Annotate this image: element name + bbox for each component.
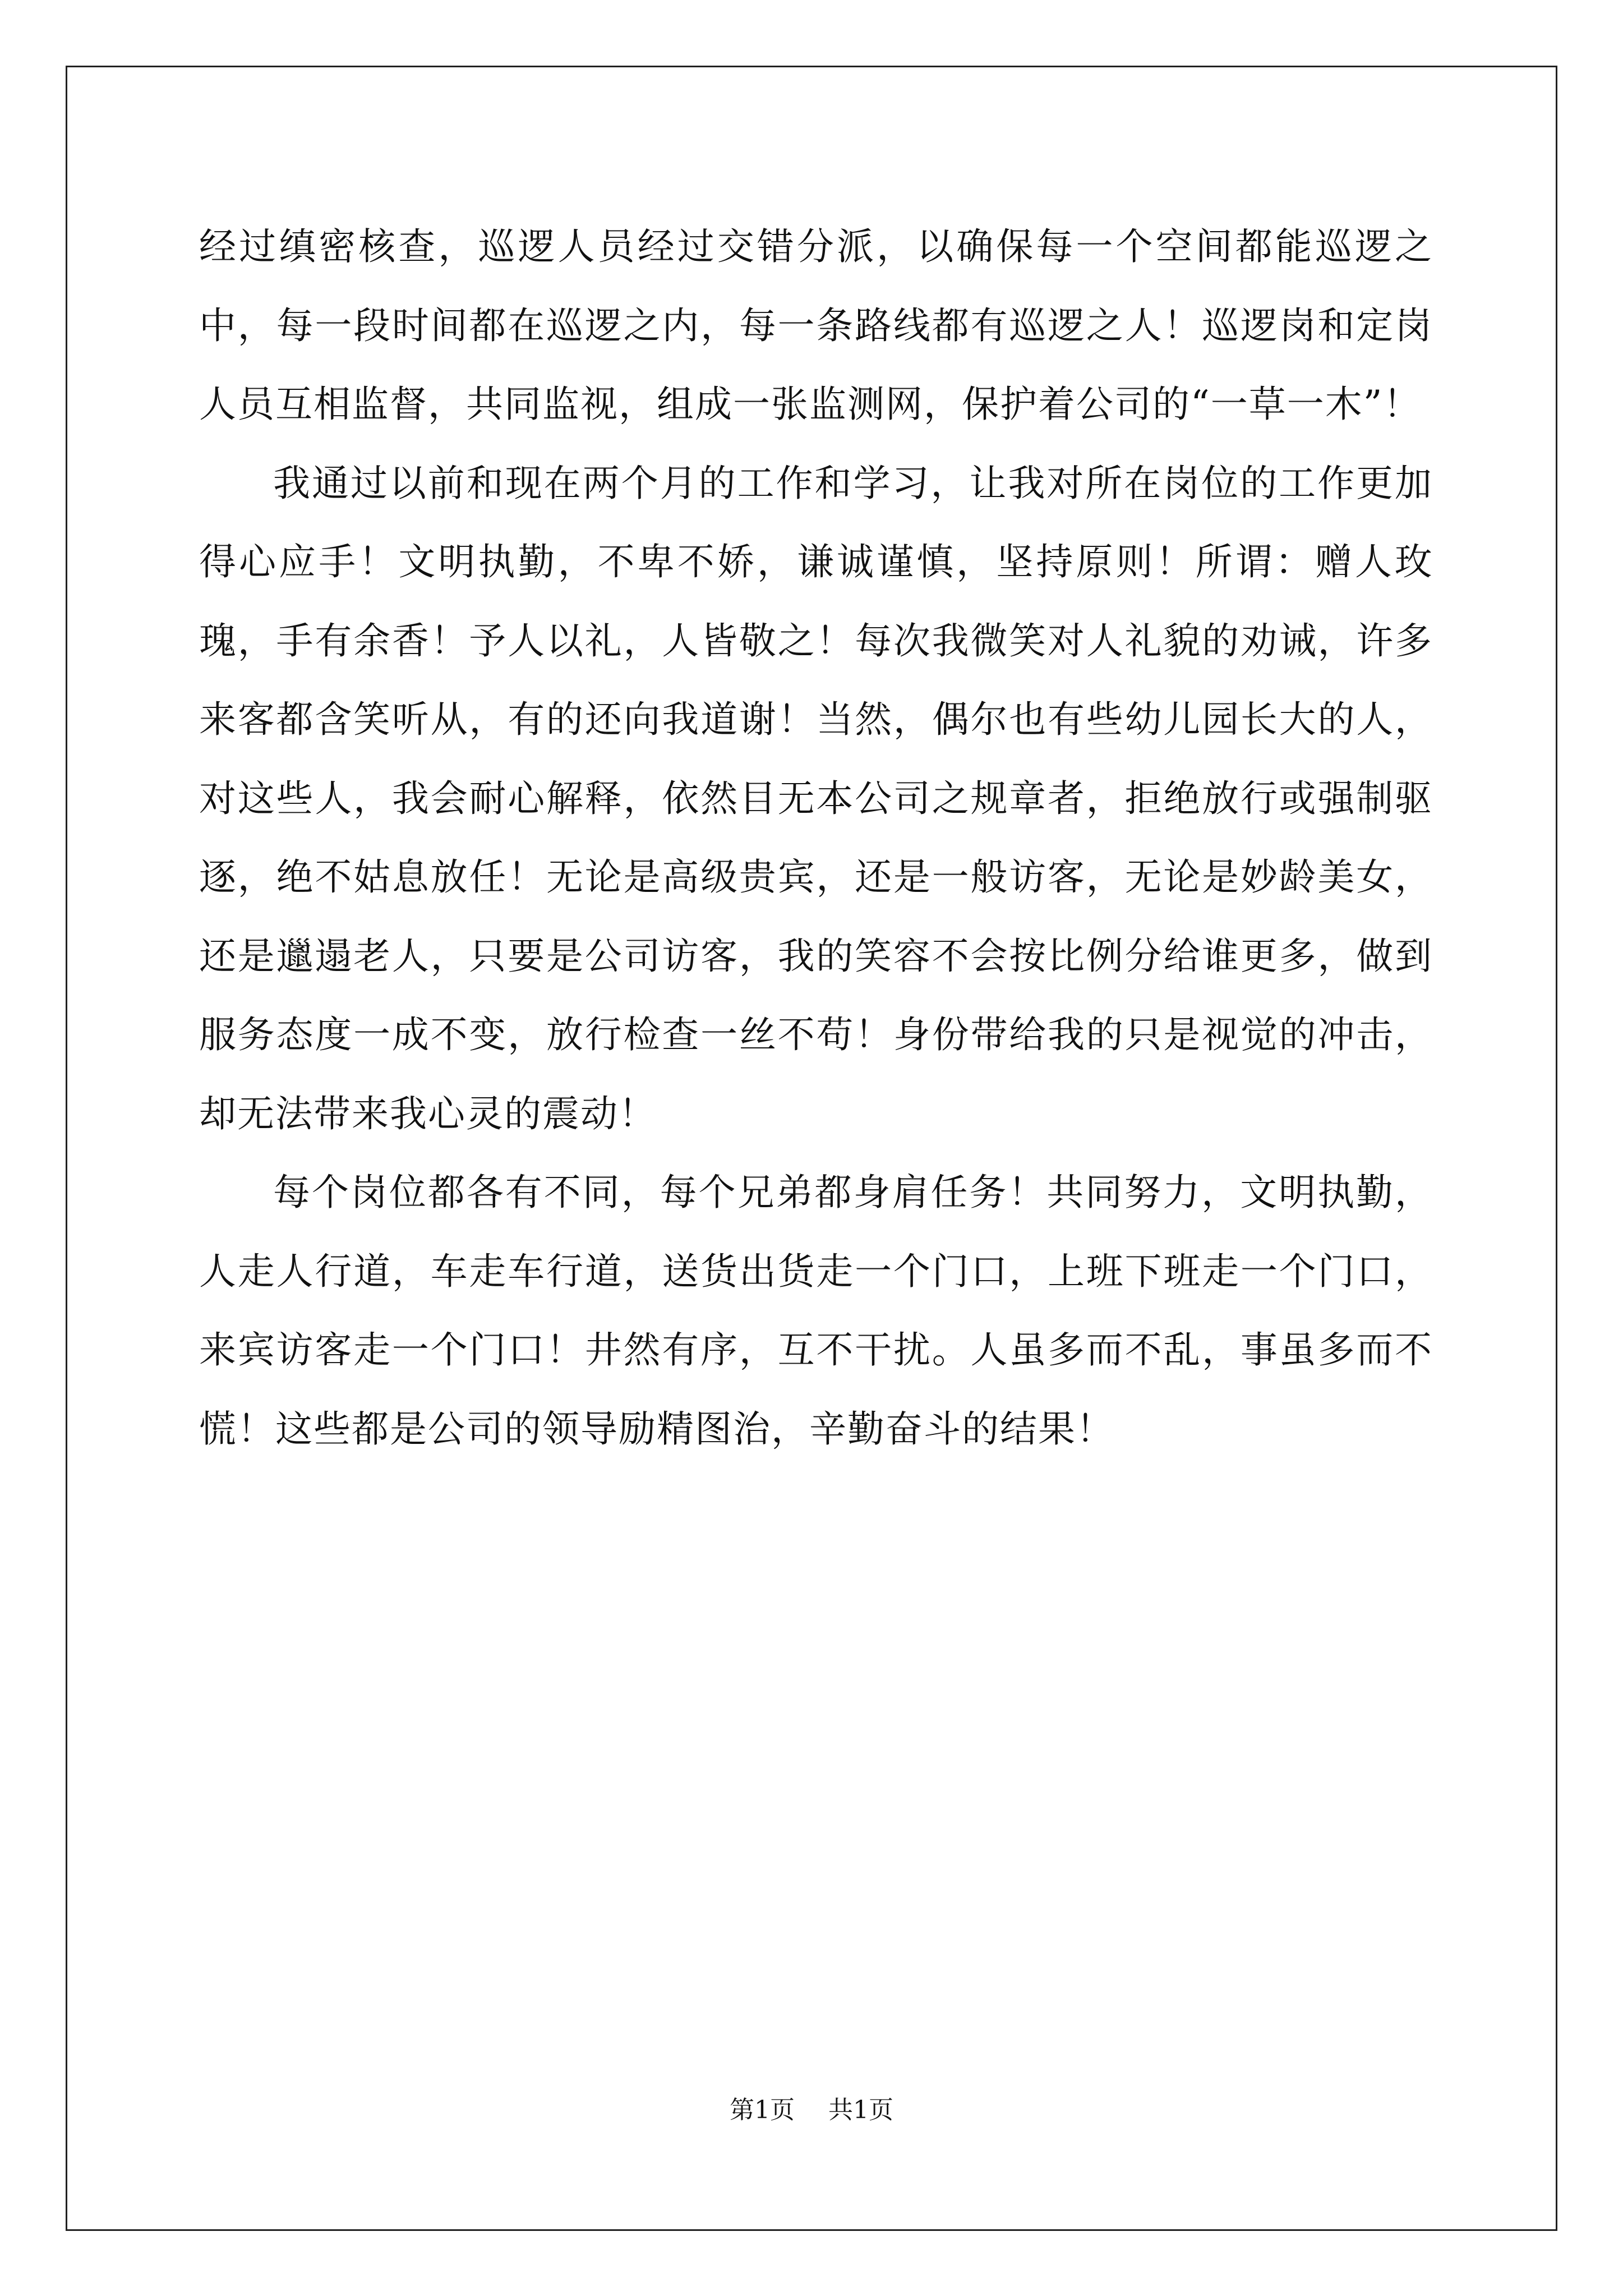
page-footer bbox=[0, 2093, 1623, 2127]
page-number-total: 共1页 bbox=[828, 2096, 893, 2124]
paragraph-3: 每个岗位都各有不同，每个兄弟都身肩任务！共同努力，文明执勤，人走人行道，车走车行道，送货出货走一个门口，上班下班走一个门口，来宾访客走一个门口！井然有序，互不干扰。人虽多而不乱，事虽多而不慌！这些都是公司的领导励精图治，辛勤奋斗的结果！ bbox=[199, 1171, 1433, 1451]
document-body bbox=[199, 208, 1433, 1469]
paragraph-1: 经过缜密核查，巡逻人员经过交错分派，以确保每一个空间都能巡逻之中，每一段时间都在巡逻之内，每一条路线都有巡逻之人！巡逻岗和定岗人员互相监督，共同监视，组成一张监测网，保护着公司的“一草一木”！ bbox=[199, 225, 1433, 426]
page-number-current: 第1页 bbox=[730, 2096, 795, 2124]
paragraph-2: 我通过以前和现在两个月的工作和学习，让我对所在岗位的工作更加得心应手！文明执勤，不卑不娇，谦诚谨慎，坚持原则！所谓：赠人玫瑰，手有余香！予人以礼，人皆敬之！每次我微笑对人礼貌的劝诫，许多来客都含笑听从，有的还向我道谢！当然，偶尔也有些幼儿园长大的人，对这些人，我会耐心解释，依然目无本公司之规章者，拒绝放行或强制驱逐，绝不姑息放任！无论是高级贵宾，还是一般访客，无论是妙龄美女，还是邋遢老人，只要是公司访客，我的笑容不会按比例分给谁更多，做到服务态度一成不变，放行检查一丝不苟！身份带给我的只是视觉的冲击，却无法带来我心灵的震动！ bbox=[199, 461, 1433, 1135]
